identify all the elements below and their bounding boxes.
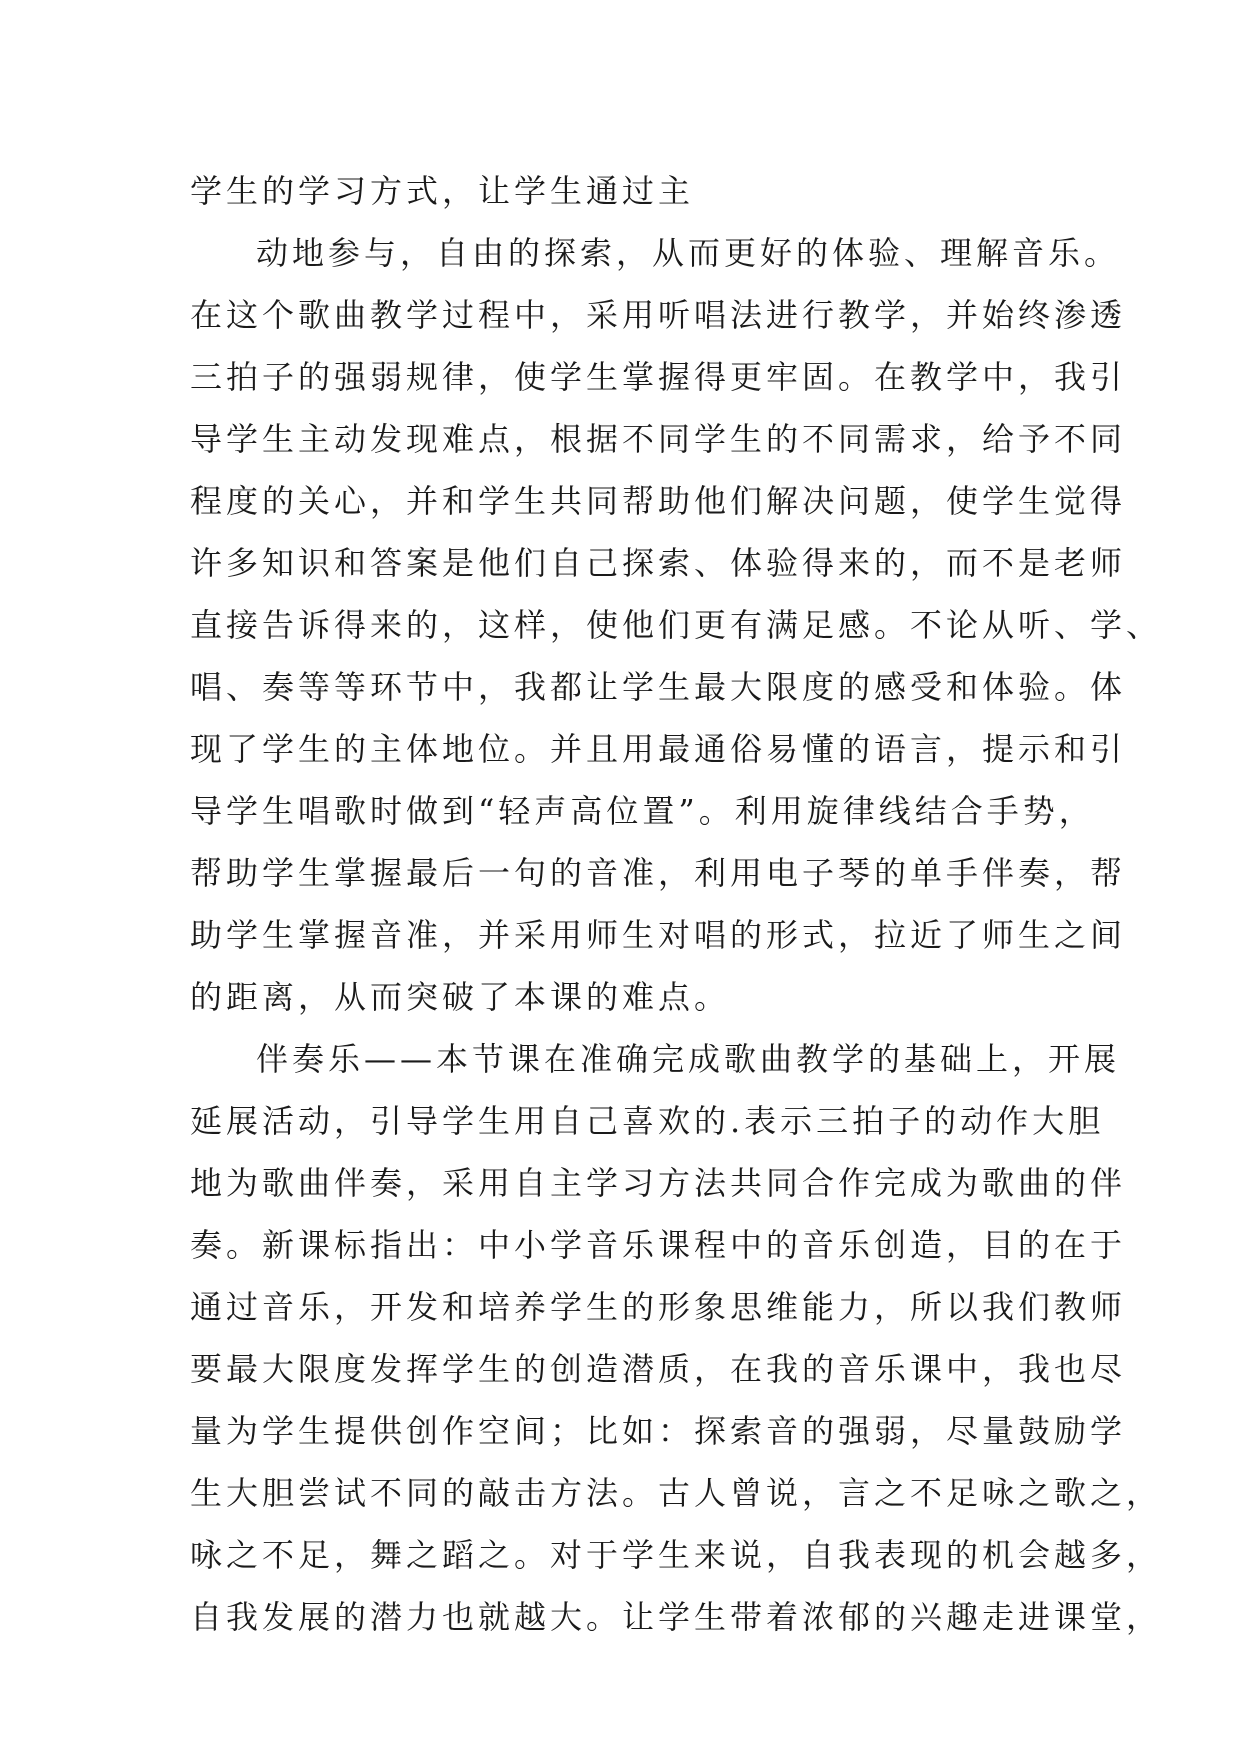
body-text bbox=[190, 160, 1163, 1648]
text-line: 直接告诉得来的，这样，使他们更有满足感。不论从听、学、 bbox=[190, 606, 1163, 644]
text-line: 三拍子的强弱规律，使学生掌握得更牢固。在教学中，我引 bbox=[190, 358, 1127, 396]
text-line: 通过音乐，开发和培养学生的形象思维能力，所以我们教师 bbox=[190, 1288, 1127, 1326]
text-line: 量为学生提供创作空间；比如：探索音的强弱，尽量鼓励学 bbox=[190, 1412, 1127, 1450]
text-line: 许多知识和答案是他们自己探索、体验得来的，而不是老师 bbox=[190, 544, 1127, 582]
text-line: 自我发展的潜力也就越大。让学生带着浓郁的兴趣走进课堂， bbox=[190, 1598, 1163, 1636]
paragraph-start-line: 动地参与，自由的探索，从而更好的体验、理解音乐。 bbox=[256, 234, 1121, 272]
text-line: 唱、奏等等环节中，我都让学生最大限度的感受和体验。体 bbox=[190, 668, 1127, 706]
text-line: 要最大限度发挥学生的创造潜质，在我的音乐课中，我也尽 bbox=[190, 1350, 1127, 1388]
text-line: 延展活动，引导学生用自己喜欢的.表示三拍子的动作大胆 bbox=[190, 1102, 1105, 1140]
text-line: 的距离，从而突破了本课的难点。 bbox=[190, 978, 731, 1016]
text-line: 在这个歌曲教学过程中，采用听唱法进行教学，并始终渗透 bbox=[190, 296, 1127, 334]
text-line: 程度的关心，并和学生共同帮助他们解决问题，使学生觉得 bbox=[190, 482, 1127, 520]
text-line: 咏之不足，舞之蹈之。对于学生来说，自我表现的机会越多， bbox=[190, 1536, 1163, 1574]
text-line: 地为歌曲伴奏，采用自主学习方法共同合作完成为歌曲的伴 bbox=[190, 1164, 1127, 1202]
text-line: 助学生掌握音准，并采用师生对唱的形式，拉近了师生之间 bbox=[190, 916, 1127, 954]
text-line: 现了学生的主体地位。并且用最通俗易懂的语言，提示和引 bbox=[190, 730, 1127, 768]
paragraph-start-line: 伴奏乐——本节课在准确完成歌曲教学的基础上，开展 bbox=[256, 1040, 1121, 1078]
text-line: 帮助学生掌握最后一句的音准，利用电子琴的单手伴奏，帮 bbox=[190, 854, 1127, 892]
text-line: 生大胆尝试不同的敲击方法。古人曾说，言之不足咏之歌之， bbox=[190, 1474, 1163, 1512]
text-line: 导学生主动发现难点，根据不同学生的不同需求，给予不同 bbox=[190, 420, 1127, 458]
text-line: 导学生唱歌时做到“轻声高位置”。利用旋律线结合手势， bbox=[190, 792, 1095, 830]
text-line: 奏。新课标指出：中小学音乐课程中的音乐创造，目的在于 bbox=[190, 1226, 1127, 1264]
text-line: 学生的学习方式，让学生通过主 bbox=[190, 172, 695, 210]
